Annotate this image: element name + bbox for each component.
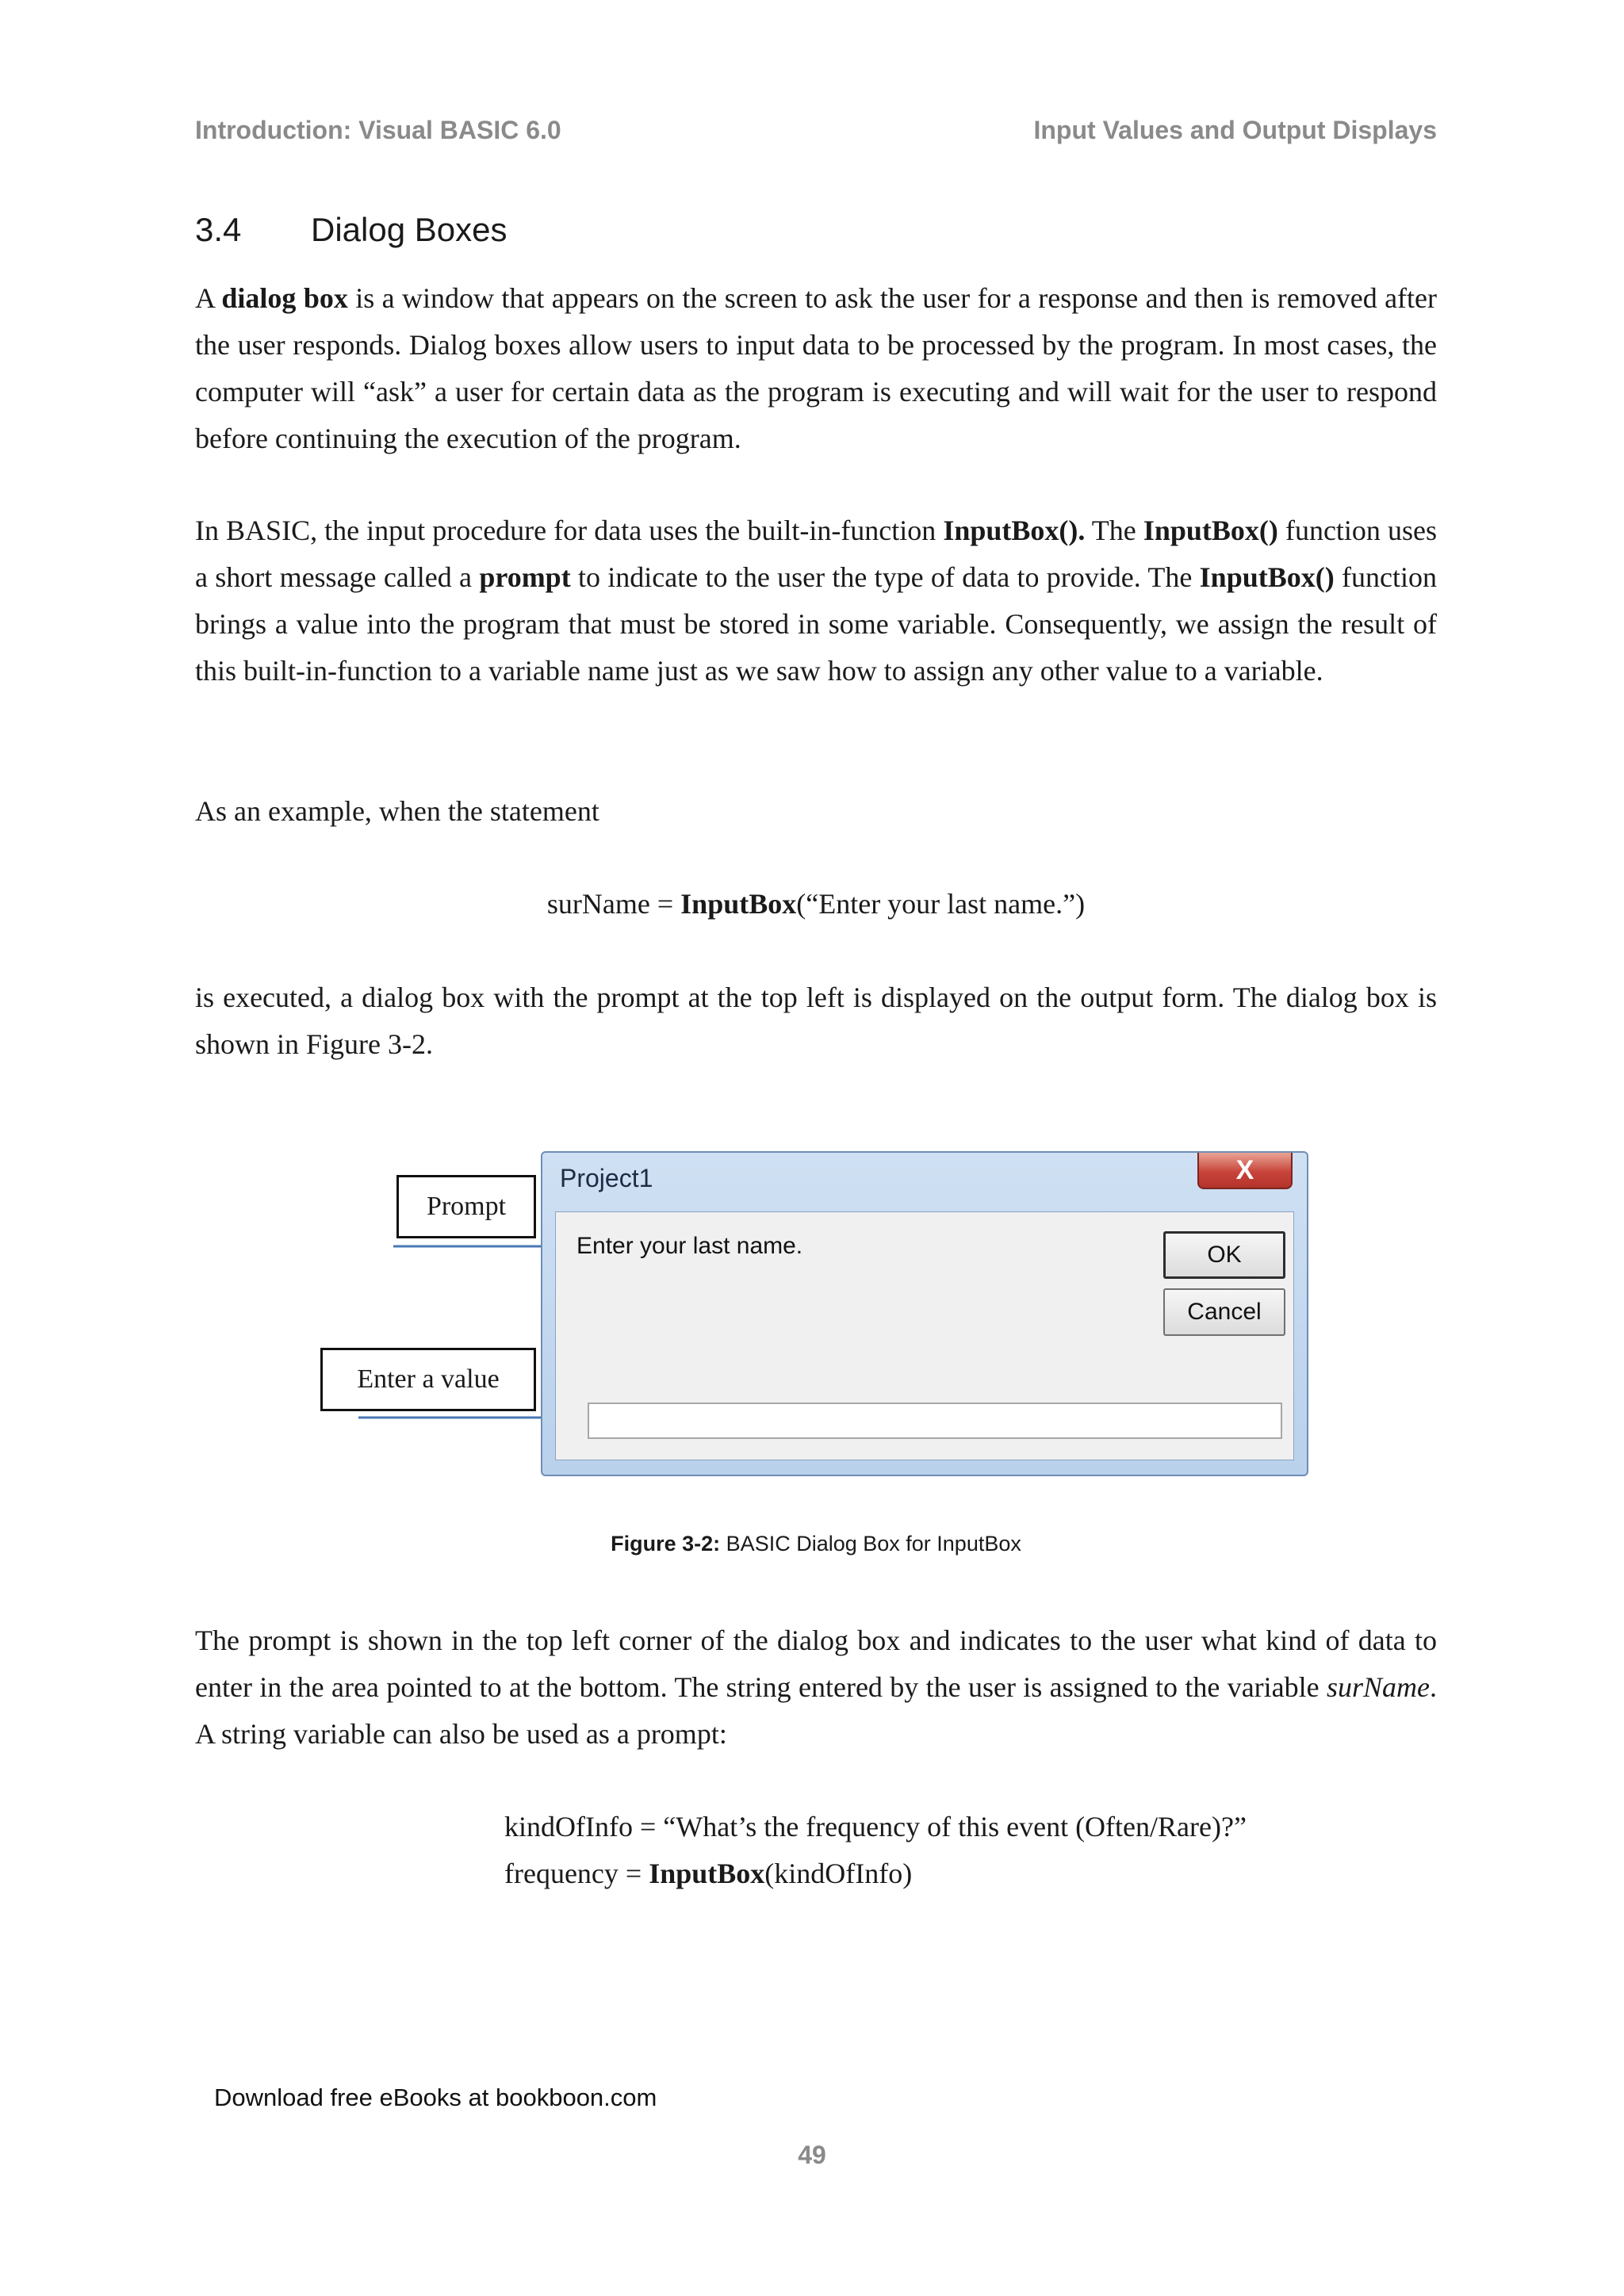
section-heading: [195, 211, 507, 249]
paragraph-inputbox-description: [195, 507, 1437, 695]
code-function-name: InputBox: [649, 1858, 765, 1889]
header-chapter-title: Input Values and Output Displays: [1033, 116, 1437, 144]
code-text: (kindOfInfo): [764, 1858, 913, 1889]
text-run: . A string variable can also be used as a prompt:: [195, 1671, 1437, 1750]
section-number: 3.4: [195, 211, 242, 248]
footer-bookboon-link[interactable]: Download free eBooks at bookboon.com: [214, 2084, 657, 2111]
dialog-title: Project1: [560, 1164, 653, 1192]
term-prompt: prompt: [479, 561, 571, 593]
caption-label: Figure 3-2:: [611, 1532, 721, 1556]
header-book-title: Introduction: Visual BASIC 6.0: [195, 116, 561, 144]
term-inputbox: InputBox().: [943, 515, 1086, 546]
caption-text: BASIC Dialog Box for InputBox: [720, 1532, 1021, 1556]
code-block-frequency: [504, 1804, 1247, 1897]
text-run: The prompt is shown in the top left corner of the dialog box and indicates to the user what kind of data to enter in the area pointed to at the bottom. The string entered by the user is assigned to the variable: [195, 1624, 1437, 1703]
code-text: (“Enter your last name.”): [796, 888, 1086, 920]
figure-caption: [195, 1532, 1437, 1556]
paragraph-figure-reference: is executed, a dialog box with the prompt at the top left is displayed on the output form. The dialog box is shown in Figure 3-2.: [195, 982, 1437, 1060]
value-input-field[interactable]: [588, 1402, 1282, 1439]
text-run: to indicate to the user the type of data to provide. The: [570, 561, 1200, 593]
code-text: frequency =: [504, 1858, 649, 1889]
term-dialog-box: dialog box: [221, 282, 348, 314]
code-line-kindofinfo: kindOfInfo = “What’s the frequency of this event (Often/Rare)?”: [504, 1811, 1247, 1843]
term-inputbox: InputBox(): [1143, 515, 1278, 546]
cancel-button-label: Cancel: [1187, 1299, 1262, 1325]
text-run: function uses a short message called a: [195, 515, 1437, 593]
code-function-name: InputBox: [680, 888, 797, 920]
paragraph-prompt-explanation: [195, 1617, 1437, 1758]
page-number: 49: [798, 2141, 826, 2169]
section-title: Dialog Boxes: [311, 211, 508, 248]
paragraph-dialog-box-definition: [195, 275, 1437, 462]
code-line-frequency: [504, 1850, 1247, 1897]
dialog-client-area: [555, 1211, 1294, 1460]
text-run: The: [1085, 515, 1143, 546]
code-text: surName =: [546, 888, 681, 920]
ok-button-label: OK: [1207, 1242, 1242, 1268]
variable-surname: surName: [1326, 1671, 1430, 1703]
text-run: In BASIC, the input procedure for data uses the built-in-function: [195, 515, 944, 546]
close-button[interactable]: [1197, 1153, 1293, 1189]
text-run: A: [195, 282, 222, 314]
callout-prompt: Prompt: [396, 1175, 536, 1238]
term-inputbox: InputBox(): [1199, 561, 1335, 593]
callout-enter-value: Enter a value: [320, 1348, 536, 1411]
ok-button[interactable]: [1163, 1231, 1285, 1279]
text-run: is a window that appears on the screen to ask the user for a response and then is removed after the user responds. Dialog boxes allow users to input data to be processed by the program. In most cases, the computer will “ask” a user for certain data as the program is executing and will wait for the user to respond before continuing the execution of the program.: [195, 282, 1438, 454]
close-icon: X: [1235, 1154, 1254, 1185]
inputbox-dialog-window: [541, 1151, 1308, 1476]
code-statement-surname: [195, 881, 1437, 928]
cancel-button[interactable]: [1163, 1288, 1285, 1336]
text-run: function brings a value into the program that must be stored in some variable. Consequently, we assign the result of this built-in-function to a variable name just as we saw how to assign any other value to a variable.: [195, 561, 1437, 687]
dialog-prompt-text: Enter your last name.: [576, 1233, 803, 1259]
paragraph-example-intro: As an example, when the statement: [195, 795, 599, 827]
